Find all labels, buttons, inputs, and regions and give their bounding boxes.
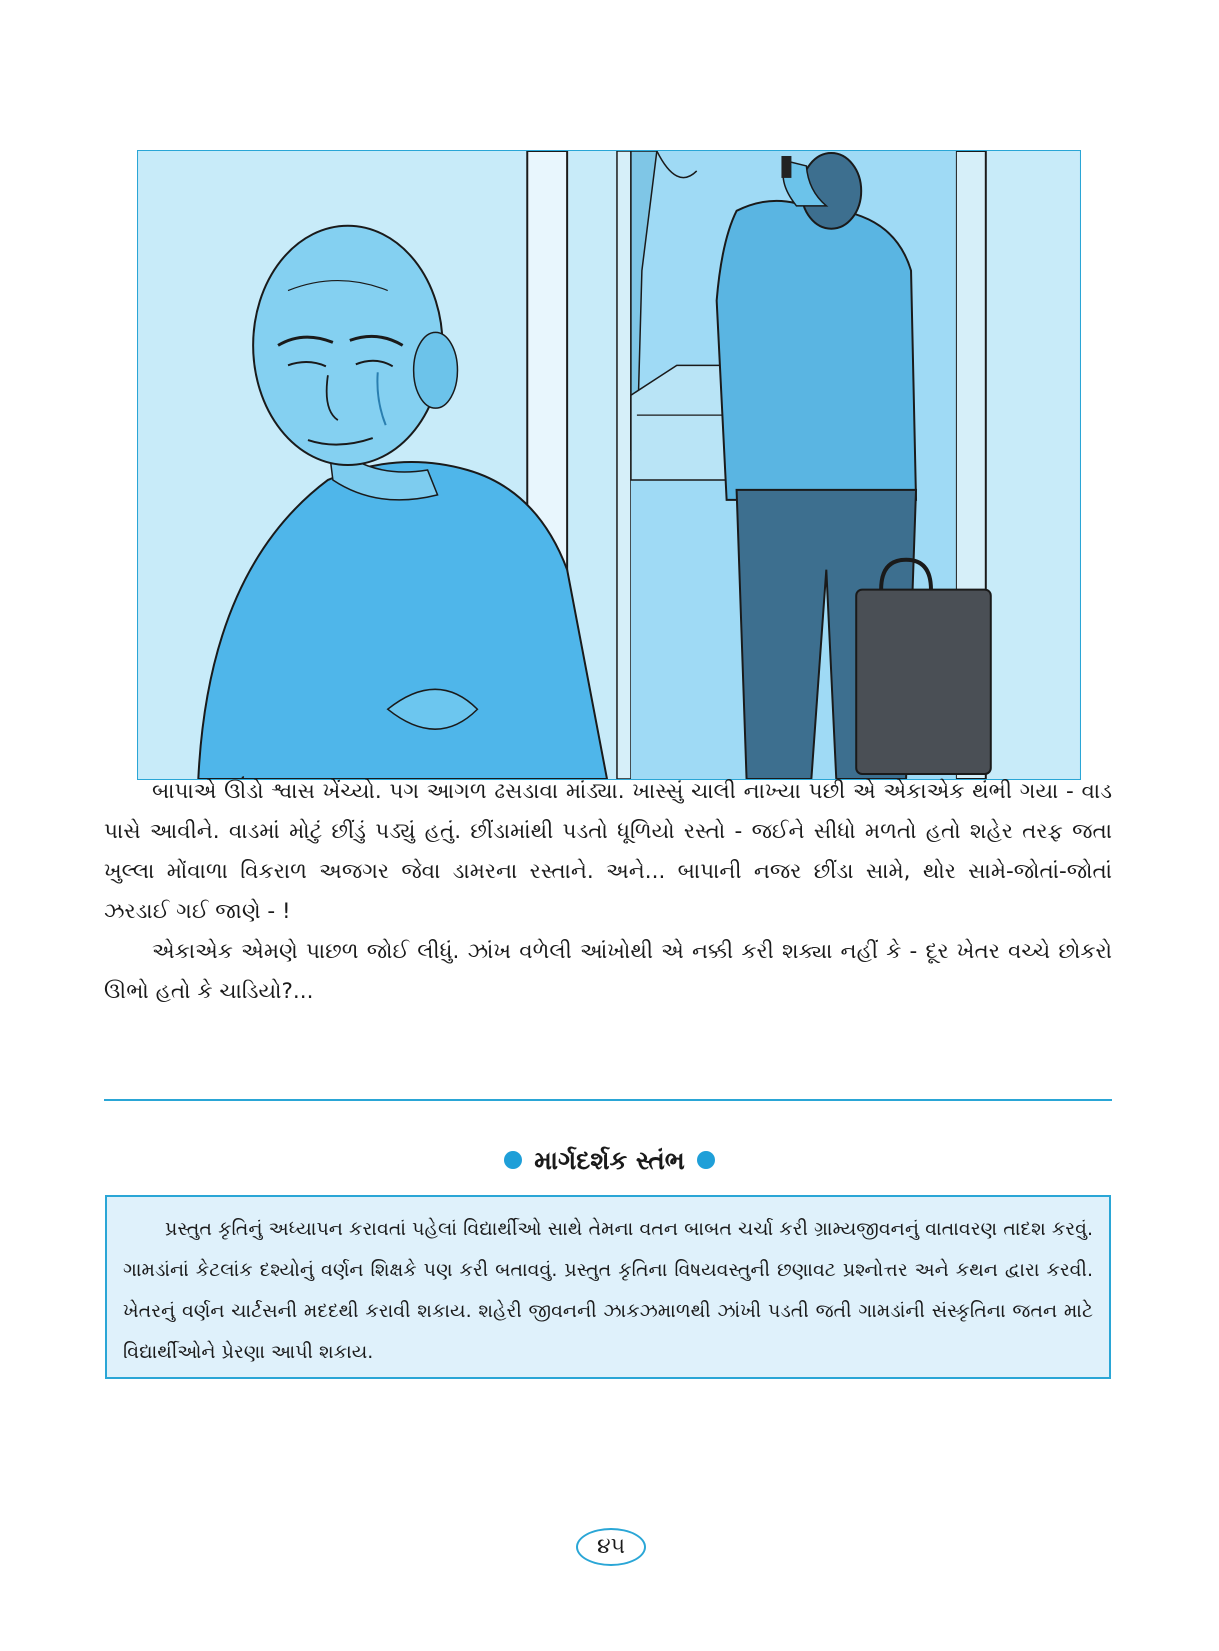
guide-heading xyxy=(0,1141,1219,1181)
guide-text: પ્રસ્તુત કૃતિનું અધ્યાપન કરાવતાં પહેલાં વિદ્યાર્થીઓ સાથે તેમના વતન બાબત ચર્ચા કરી ગ્રામ્યજીવનનું વાતાવરણ તાદશ કરવું. ગામડાંનાં કેટલાંક દશ્યોનું વર્ણન શિક્ષકે પણ કરી બતાવવું. પ્રસ્તુત કૃતિના વિષયવસ્તુની છણાવટ પ્રશ્નોત્તર અને કથન દ્વારા કરવી. ખેતરનું વર્ણન ચાર્ટસની મદદથી કરાવી શકાય. શહેરી જીવનની ઝાકઝમાળથી ઝાંખી પડતી જતી ગામડાંની સંસ્કૃતિના જતન માટે વિદ્યાર્થીઓને પ્રેરણા આપી શકાય. xyxy=(123,1218,1093,1363)
story-paragraph-2: એકાએક એમણે પાછળ જોઈ લીધું. ઝાંખ વળેલી આંખોથી એ નક્કી કરી શક્યા નહીં કે - દૂર ખેતર વચ્ચે છોકરો ઊભો હતો કે ચાડિયો?... xyxy=(104,939,1112,1004)
old-man-ear xyxy=(414,332,458,408)
phone-icon xyxy=(781,156,791,178)
section-divider xyxy=(104,1099,1112,1101)
guide-box xyxy=(105,1195,1111,1379)
man-shirt xyxy=(717,201,916,500)
story-text xyxy=(104,772,1112,1012)
suitcase-icon xyxy=(856,590,991,774)
bullet-dot-icon xyxy=(697,1151,715,1169)
story-illustration xyxy=(137,150,1081,780)
guide-heading-text: માર્ગદર્શક સ્તંભ xyxy=(534,1146,685,1175)
bullet-dot-icon xyxy=(504,1151,522,1169)
window-post-mid xyxy=(617,151,631,779)
old-man-head xyxy=(253,226,442,465)
illustration-svg xyxy=(138,151,1080,779)
page-number: ૪૫ xyxy=(576,1528,646,1566)
story-paragraph-1: બાપાએ ઊંડો શ્વાસ ખેંચ્યો. પગ આગળ ઢસડાવા માંડ્યા. ખાસ્સું ચાલી નાખ્યા પછી એ એકાએક થંભી ગયા - વાડ પાસે આવીને. વાડમાં મોટું છીંડું પડ્યું હતું. છીંડામાંથી પડતો ધૂળિયો રસ્તો - જઈને સીધો મળતો હતો શહેર તરફ જતા ખુલ્લા મોંવાળા વિકરાળ અજગર જેવા ડામરના રસ્તાને. અને... બાપાની નજર છીંડા સામે, થોર સામે-જોતાં-જોતાં ઝરડાઈ ગઈ જાણે - ! xyxy=(104,779,1112,924)
